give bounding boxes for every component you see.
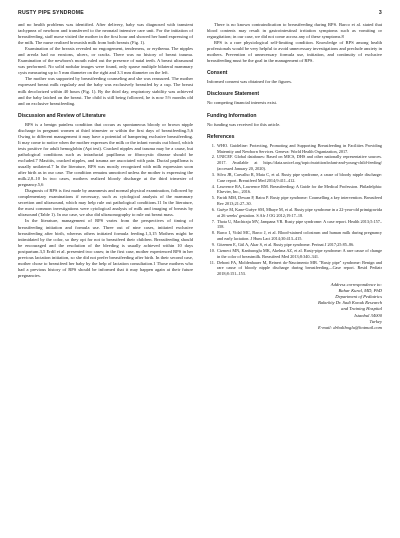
reference-item: 11. Deboni FA, Moldenhauer M, Reinert do-Nascimento MB. "Rusty pipe" syndrome: Benign and rare cause of bloody nipple discharge during breastfeeding—Case report. Resid Pediatr 2018;8:151–153. [216, 260, 382, 278]
reference-item: 10. Cizmeci MN, Kanburoglu MK, Akelma AZ, et al. Rusty-pipe syndrome: A rare cause of change in the color of breastmilk. Breastfeed Med 2013;8:340–341. [216, 248, 382, 260]
consent-text: Informed consent was obtained for the figures. [207, 79, 292, 85]
reference-item: 2. UNICEF. Global databases: Based on MICS, DHS and other nationally representative sources. 2017. Available at https://data.unicef.org/topic/nutrition/infant-and-young-child-feeding/ (accessed January 20, 2020). [216, 154, 382, 172]
reference-item: 5. Faridi MM, Dewan P, Batra P. Rusty pipe syndrome: Counselling a key intervention. Breastfeed Rev 2013;21:27–30. [216, 195, 382, 207]
author-city: Istanbul 34000 [354, 312, 382, 318]
reference-list [207, 143, 382, 277]
author-department: Department of Pediatrics [335, 294, 382, 300]
page-number: 3 [378, 10, 382, 16]
conclusion-paragraph: RPS is a rare physiological self-limiting condition. Knowledge of RPS among health professionals would be very helpful to avoid unnecessary investigations and preclude anxiety in mothers. Prevention of unnecessary formula use, initiation, and continuity of exclusive breastfeeding must be the goal in the management of RPS. [207, 40, 382, 64]
reference-item: 4. Lawrence RA, Lawrence RM. Breastfeeding: A Guide for the Medical Profession. Philadelphia: Elsevier, Inc., 2016. [216, 184, 382, 196]
reference-item: 7. Thota U, Machiraju MV, Jampana VR. Rusty pipe syndrome: A case report. Health 2013;5:157–158. [216, 219, 382, 231]
correspondence-address [207, 282, 382, 331]
left-column [18, 22, 193, 279]
consent-heading: Consent [207, 70, 228, 77]
author-country: Turkey [369, 318, 382, 324]
support-paragraph: The mother was supported by breastfeeding counseling and she was reassured. The mother expressed breast milk regularly and the baby was exclusively breastfed by a cup. The breast milk decolorized within 40 hours (Fig. 1). By the third day, respiratory stability was achieved and the baby latched on the breast. The child is still being followed, he is now 5½ months old and on exclusive breastfeeding. [18, 76, 193, 106]
disclosure-text: No competing financial interests exist. [207, 100, 278, 106]
reference-item: 1. WHO. Guideline: Protecting, Promoting and Supporting Breastfeeding in Facilities Providing Maternity and Newborn Services. Geneva: World Health Organization, 2017. [216, 143, 382, 155]
author-hospital-line-2: and Training Hospital [341, 306, 382, 312]
funding-text: No funding was received for this article. [207, 121, 281, 127]
discussion-paragraph-1: RPS is a benign painless condition that occurs as spontaneous bloody or brown nipple discharge in pregnant women at third trimester or within the first days of breastfeeding.5,6 Owing to different management it may have a potential of hampering exclusive breastfeeding. It may come to notice when the mother expresses the milk or the infant vomits out blood, which tests positive for adult hemoglobin (Apt test). Cracked nipples and trauma may be a cause, but pathological conditions such as intraductal papilloma or fibrocystic disease should be excluded.7 Mastitis, cracked nipples, and trauma are associated with pain. Ductal papilloma is usually unilateral.7 In the literature, RPS was mostly recognized with milk expression soon after birth as in our case. The condition remains unnoticed unless the mother is expressing the milk.2,8–10 In two cases, mothers realized bloody discharge at the third trimester of pregnancy.5,6 [18, 121, 193, 188]
author-email[interactable]: E-mail: drbaliboglu@hotmail.com [318, 324, 382, 330]
disclosure-heading: Disclosure Statement [207, 91, 260, 98]
funding-heading: Funding Information [207, 112, 257, 119]
running-title: RUSTY PIPE SYNDROME [18, 10, 84, 16]
references-heading: References [207, 133, 235, 140]
running-header [18, 7, 382, 19]
discussion-heading: Discussion and Review of Literature [18, 112, 106, 119]
reference-item: 9. Gözenen E, Gül A, Akar S, et al. Rusty pipe syndrome. Perinat J 2017;25:85–86. [216, 242, 382, 248]
reference-item: 3. Silva JR, Carvalho R, Maia C, et al. Rusty pipe syndrome, a cause of bloody nipple discharge: Case report. Breastfeed Med 2014;9:411–412. [216, 172, 382, 184]
discussion-paragraph-2: Diagnosis of RPS is first made by anamnesis and normal physical examination, followed by complementary examinations if necessary, such as cytological analysis of the mammary secretion and ultrasound, which may help rule out pathological conditions.11 In the literature, the most common investigations were cytological analysis of milk and imaging of breasts by ultrasound (Table 1). In our case, we also did ultrasonography to rule out breast mass. [18, 188, 193, 218]
reference-item: 8. Barco I, Vidal MC, Barco J, et al. Blood-stained colostrum and human milk during pregnancy and early lactation. J Hum Lact 2014;30:413–415. [216, 230, 382, 242]
author-name: Bahar Kural, MD, PhD [338, 288, 382, 294]
reference-item: 6. Guèye M, Kane-Guèye SM, Mbaye M, et al. Rusty pipe syndrome in a 22-year-old primigravida at 26 weeks' gestation. S Afr J OG 2012;19:17–18. [216, 207, 382, 219]
author-hospital-line-1: Bakırköy Dr. Sadi Konuk Research [318, 300, 382, 306]
address-intro: Address correspondence to: [330, 282, 382, 288]
right-column [207, 22, 382, 331]
case-paragraph: and no health problems was identified. After delivery, baby was diagnosed with transient tachypnea of newborn and transferred to the neonatal intensive care unit. For the initiation of breastfeeding, staff nurse visited the mother in the first hour and showed her hand expressing of the milk. The nurse realized brownish milk from both breasts (Fig. 1). [18, 22, 193, 46]
discussion-paragraph-3: In the literature, management of RPS varies from the perspectives of timing of breastfeeding initiation and formula use. Three out of nine cases, initiated exclusive breastfeeding after birth, whereas others initiated formula feeding.1,3,15 Mothers might be intimidated by the color, so they opt for not to breastfeed their children. Breastfeeding should be encouraged and the resolution of the bleeding is usually achieved within 10 days postpartum.3,5 Erdil et al. presented two cases; in the first case, mother experienced RPS in her previous lactation initiation, so she did not prefer breastfeeding after birth. In their second case, mother chose to breastfeed her baby by the help of lactation consultation.1 Those mothers who had a previous history of RPS should be informed that it may happen again at their future pregnancies. [18, 218, 193, 278]
examination-paragraph: Examination of the breasts revealed no engorgement, tenderness, or erythema. The nipples and areola had no erosions, ulcers, or cracks. There was no history of breast trauma. Examination of the newborn's mouth ruled out the presence of natal teeth. A breast ultrasound was performed. No solid nodular images were found, only sparse multiple bilateral mammary cysts measuring up to 5 mm diameter on the right and 3.3 mm diameter on the left. [18, 46, 193, 76]
discussion-paragraph-4: There is no known contraindication to breastfeeding during RPS. Barco et al. stated that blood contents may result in gastrointestinal irritation symptoms such as vomiting or regurgitation; in our case, we did not come across any of these symptoms.8 [207, 22, 382, 40]
